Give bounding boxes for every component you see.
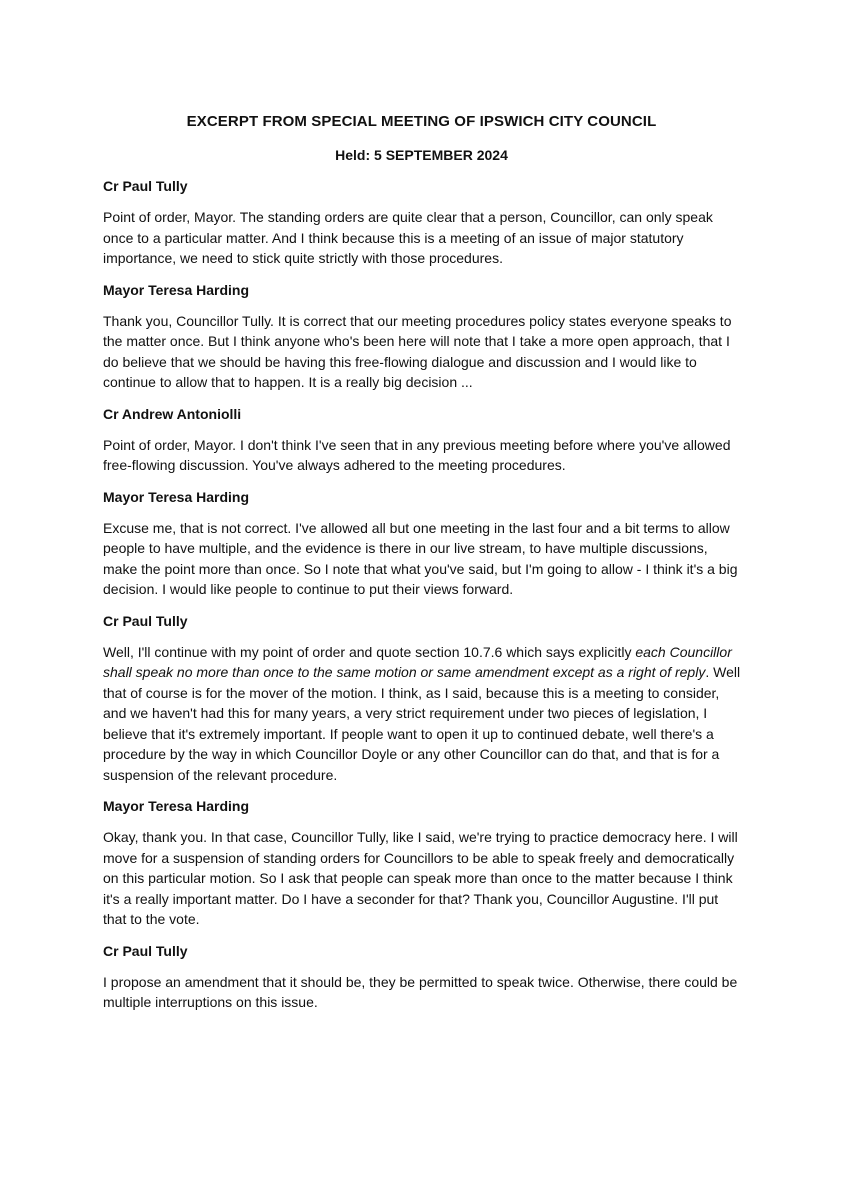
speech-text-lead: Well, I'll continue with my point of order and quote section 10.7.6 which says explicitly [103, 643, 636, 660]
transcript-entry [103, 176, 743, 269]
speech-text-tail: . Well that of course is for the mover of the motion. I think, as I said, because this is a meeting to consider, and we haven't had this for many years, a very strict requirement under two pieces of legislation, I believe that it's extremely important. If people want to open it up to continued debate, well there's a procedure by the way in which Councillor Doyle or any other Councillor can do that, and that is for a suspension of the relevant procedure. [103, 664, 741, 783]
speaker-name: Mayor Teresa Harding [103, 798, 250, 814]
document-title: EXCERPT FROM SPECIAL MEETING OF IPSWICH CITY COUNCIL [186, 113, 657, 130]
speaker-name: Mayor Teresa Harding [103, 488, 250, 505]
speech-text: I propose an amendment that it should be, they be permitted to speak twice. Otherwise, there could be multiple interruptions on this issue. [103, 973, 738, 1010]
speech-text: Thank you, Councillor Tully. It is correct that our meeting procedures policy states everyone speaks to the matter once. But I think anyone who's been here will note that I take a more open approach, that I do believe that we should be having this free-flowing dialogue and discussion and I would like to continue to allow that to happen. It is a really big decision ... [103, 312, 732, 390]
speaker-name: Cr Paul Tully [103, 178, 188, 194]
speaker-name: Cr Paul Tully [103, 612, 188, 629]
speaker-name: Mayor Teresa Harding [103, 281, 250, 298]
meeting-date: Held: 5 SEPTEMBER 2024 [335, 147, 508, 163]
speaker-name: Cr Andrew Antoniolli [103, 405, 242, 422]
quoted-standing-order: each Councillor shall speak no more than once to the same motion or same amendment except as a right of reply [103, 643, 732, 680]
transcript [103, 176, 743, 1024]
transcript-entry [103, 796, 743, 930]
transcript-entry [103, 611, 743, 786]
transcript-entry [103, 941, 743, 1013]
speech-text: Point of order, Mayor. The standing orders are quite clear that a person, Councillor, can only speak once to a particular matter. And I think because this is a meeting of an issue of major statutory importance, we need to stick quite strictly with those procedures. [103, 209, 713, 266]
speech-text: Okay, thank you. In that case, Councillor Tully, like I said, we're trying to practice democracy here. I will move for a suspension of standing orders for Councillors to be able to speak freely and democratically on this particular motion. So I ask that people can speak more than once to the matter because I think it's a really important matter. Do I have a seconder for that? Thank you, Councillor Augustine. I'll put that to the vote. [103, 829, 738, 927]
transcript-entry [103, 404, 743, 476]
speech-text: Excuse me, that is not correct. I've allowed all but one meeting in the last four and a bit terms to allow people to have multiple, and the evidence is there in our live stream, to have multiple discussions, make the point more than once. So I note that what you've said, but I'm going to allow - I think it's a big decision. I would like people to continue to put their views forward. [103, 519, 738, 597]
speech-text [103, 642, 743, 786]
transcript-entry [103, 280, 743, 393]
transcript-entry [103, 487, 743, 600]
speaker-name: Cr Paul Tully [103, 942, 188, 959]
speech-text: Point of order, Mayor. I don't think I've seen that in any previous meeting before where you've allowed free-flowing discussion. You've always adhered to the meeting procedures. [103, 436, 731, 473]
